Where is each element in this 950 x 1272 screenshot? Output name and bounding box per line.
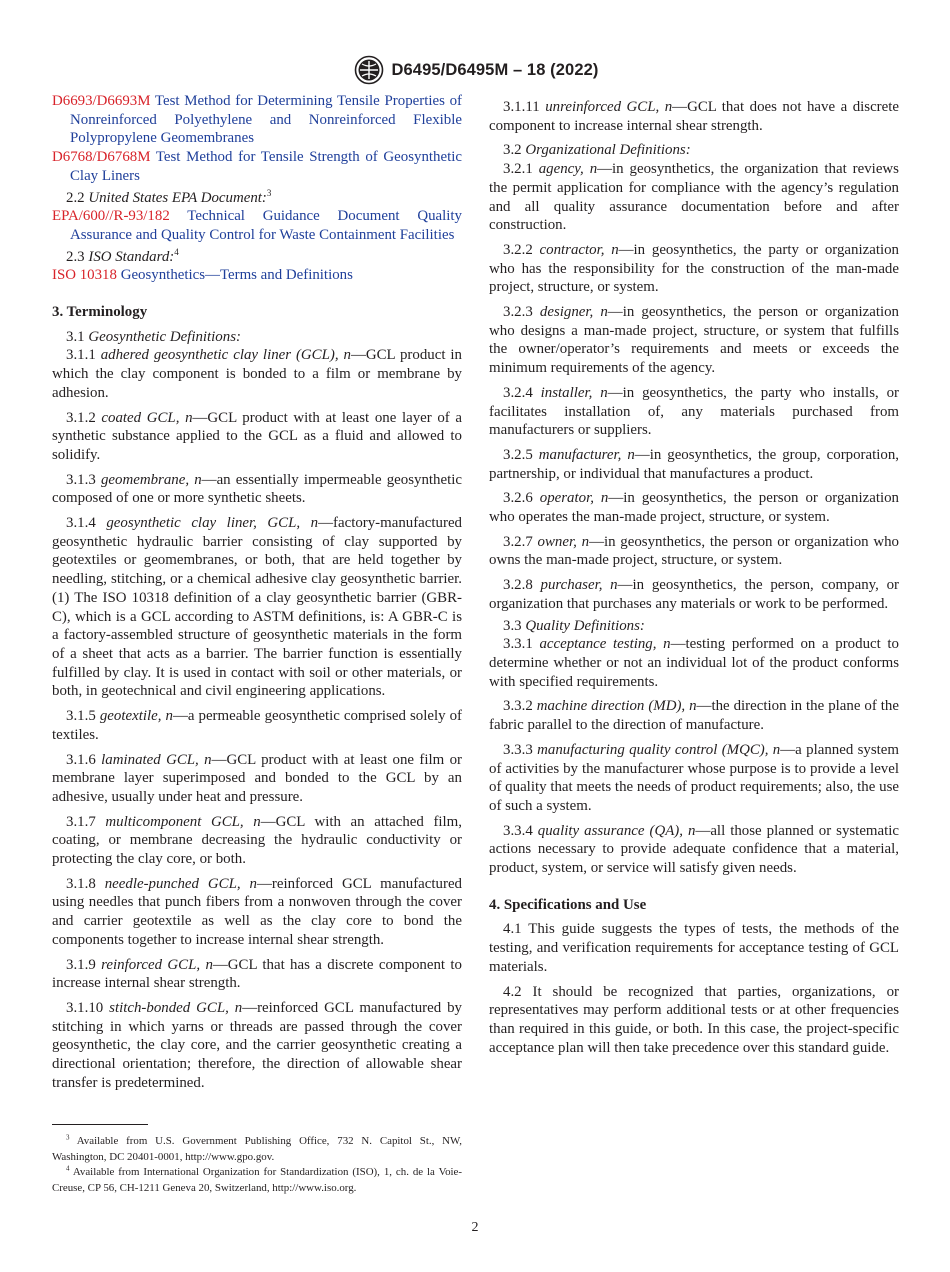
- page-number: 2: [471, 1220, 479, 1235]
- footnote-text: Available from U.S. Government Publishing Office, 732 N. Capitol St., NW, Washington, DC 20401-0001, http://www.gpo.gov.: [52, 1135, 463, 1163]
- definition-term: unreinforced GCL, n: [545, 99, 673, 115]
- definition-number: 3.3.4: [503, 822, 533, 839]
- definition-term: designer, n: [539, 304, 608, 321]
- definition-text: —GCL that does not have a discrete component to increase internal shear strength.: [489, 99, 899, 134]
- definition-text: —in geosynthetics, the party who installs, or facilitates installation of, any materials purchased from manufacturers or suppliers.: [489, 384, 899, 439]
- footnote-ref[interactable]: 4: [174, 246, 179, 257]
- definition-3-3-1: [489, 635, 899, 691]
- definition-text: —factory-manufactured geosynthetic hydraulic barrier consisting of clay supported by geotextiles or geomembranes, or both, that are held together by needling, stitching, or a chemical adhesive clay geosynthetic barrier. (1) The ISO 10318 definition of a clay geosynthetic barrier (GBR-C), which is a GCL according to ASTM definitions, is: A GBR-C is a factory-assembled structure of geosynthetic materials in the form of a sheet that acts as a barrier. The barrier function is essentially fulfilled by clay. It is used in contact with soil or other materials, or both, in geotechnical and civil engineering applications.: [52, 515, 462, 700]
- subsection-3-1: [52, 328, 462, 347]
- paragraph-4-2: 4.2 It should be recognized that parties, organizations, or representatives may perform additional tests or at other frequencies than required in this guide, or both. In this case, the project-specific acceptance plan will then take precedence over this standard guide.: [489, 983, 899, 1056]
- footnote-3: [52, 1134, 462, 1165]
- left-column: [52, 92, 463, 1091]
- reference-title[interactable]: Geosynthetics—Terms and Definitions: [120, 267, 353, 284]
- definition-3-3-4: [489, 822, 899, 878]
- definition-3-2-4: [489, 384, 899, 440]
- definition-term: machine direction (MD), n: [536, 698, 697, 715]
- definition-text: —in geosynthetics, the person or organization who owns the man-made project, structure, or system.: [489, 533, 899, 569]
- section-label: Quality Definitions:: [525, 617, 645, 634]
- section-label: ISO Standard:: [88, 248, 175, 265]
- definition-term: geosynthetic clay liner, GCL, n: [106, 515, 319, 532]
- definition-text: —testing performed on a product to determine whether or not an individual lot of the product conforms with specified requirements.: [489, 636, 899, 690]
- subsection-2-3: [52, 248, 462, 267]
- definition-number: 3.1.3: [66, 471, 96, 488]
- section-label: Geosynthetic Definitions:: [88, 328, 241, 345]
- right-column: [489, 92, 899, 1057]
- definition-number: 3.2.1: [503, 161, 533, 178]
- section-number: 2.3: [66, 248, 85, 265]
- definition-3-1-3: [52, 471, 462, 508]
- definition-number: 3.1.4: [66, 515, 96, 532]
- definition-term: quality assurance (QA), n: [537, 822, 696, 839]
- reference-code[interactable]: EPA/600//R-93/182: [52, 208, 170, 225]
- definition-number: 3.3.2: [503, 698, 533, 715]
- definition-text: —GCL with an attached film, coating, or membrane decreasing the hydraulic conductivity or protecting the clay core, or both.: [52, 813, 462, 868]
- definition-term: operator, n: [539, 490, 609, 507]
- definition-term: owner, n: [537, 533, 590, 550]
- definition-3-2-2: [489, 241, 899, 297]
- reference-iso: [52, 266, 462, 285]
- definition-text: —reinforced GCL manufactured using needles that punch fibers from a nonwoven through the cover and carrier geotextile as well as the clay core to bond the components together to increase internal shear strength.: [52, 875, 462, 948]
- footnote-marker: 4: [66, 1164, 70, 1173]
- section-label: United States EPA Document:: [88, 189, 267, 206]
- definition-3-3-2: [489, 697, 899, 734]
- footnotes: [52, 1134, 462, 1196]
- definition-term: installer, n: [540, 384, 608, 401]
- definition-term: manufacturer, n: [538, 446, 635, 463]
- definition-3-2-8: [489, 576, 899, 613]
- definition-number: 3.1.1: [66, 347, 96, 364]
- definition-text: —all those planned or systematic actions necessary to provide adequate confidence that a material, product, system, or service will satisfy given needs.: [489, 822, 900, 877]
- definition-term: geotextile, n: [99, 708, 173, 725]
- definition-term: contractor, n: [539, 241, 619, 258]
- footnote-text: Available from International Organization for Standardization (ISO), 1, ch. de la Voie-Creuse, CP 56, CH-1211 Geneva 20, Switzerland, http://www.iso.org.: [52, 1166, 463, 1194]
- definition-text: —GCL product with at least one layer of a synthetic substance applied to the GCL as a fluid and allowed to solidify.: [52, 409, 462, 463]
- section-number: 3.2: [503, 142, 522, 159]
- definition-number: 3.2.4: [503, 384, 533, 401]
- definition-text: —the direction in the plane of the fabric parallel to the direction of manufacture.: [489, 698, 899, 734]
- definition-3-1-6: [52, 751, 462, 807]
- section-label: Organizational Definitions:: [525, 142, 691, 159]
- definition-3-2-7: [489, 533, 899, 570]
- reference-code[interactable]: D6768/D6768M: [52, 149, 151, 166]
- footnote-divider: [52, 1124, 148, 1125]
- standard-designation: D6495/D6495M – 18 (2022): [391, 60, 599, 79]
- definition-number: 3.3.1: [503, 636, 533, 653]
- footnote-ref[interactable]: 3: [266, 187, 272, 198]
- definition-term: acceptance testing, n: [539, 636, 671, 653]
- definition-number: 3.2.6: [503, 490, 533, 507]
- definition-3-1-4: [52, 514, 462, 701]
- definition-text: —in geosynthetics, the person or organization who operates the man-made project, structure, or system.: [489, 490, 899, 526]
- definition-term: reinforced GCL, n: [101, 956, 213, 973]
- definition-text: —GCL that has a discrete component to increase internal shear strength.: [52, 956, 462, 992]
- footnote-marker: 3: [66, 1133, 70, 1142]
- definition-3-1-1: [52, 346, 462, 402]
- definition-term: laminated GCL, n: [101, 751, 212, 768]
- definition-3-1-5: [52, 707, 462, 744]
- definition-3-1-2: [52, 409, 462, 465]
- definition-text: —a permeable geosynthetic comprised solely of textiles.: [52, 708, 462, 743]
- definition-number: 3.2.5: [503, 446, 533, 463]
- page-header: [0, 52, 950, 88]
- definition-term: multicomponent GCL, n: [105, 813, 261, 830]
- definition-text: —in geosynthetics, the person, company, or organization that purchases any materials or work to be performed.: [489, 577, 899, 612]
- reference-code[interactable]: D6693/D6693M: [52, 93, 151, 109]
- reference-code[interactable]: ISO 10318: [52, 267, 117, 284]
- paragraph-4-1: 4.1 This guide suggests the types of tests, the methods of the testing, and verification requirements for acceptance testing of GCL materials.: [489, 921, 899, 975]
- definition-text: —in geosynthetics, the group, corporation, partnership, or individual that manufactures a product.: [489, 446, 900, 482]
- astm-logo-icon: [352, 55, 386, 85]
- definition-3-2-5: [489, 446, 899, 483]
- definition-term: agency, n: [538, 161, 598, 178]
- subsection-3-3: [489, 617, 899, 636]
- definition-term: manufacturing quality control (MQC), n: [537, 741, 781, 758]
- section-number: 2.2: [66, 189, 85, 206]
- definition-number: 3.2.8: [503, 577, 533, 594]
- section-heading-specifications: 4. Specifications and Use: [489, 896, 647, 913]
- definition-number: 3.1.10: [66, 999, 104, 1016]
- reference-d6693: [52, 92, 462, 148]
- reference-d6768: [52, 148, 462, 185]
- definition-number: 3.1.9: [66, 956, 96, 973]
- definition-number: 3.1.5: [66, 708, 96, 725]
- definition-3-1-8: [52, 875, 462, 950]
- definition-3-1-9: [52, 956, 462, 993]
- definition-number: 3.3.3: [503, 741, 533, 758]
- footnote-4: [52, 1165, 462, 1196]
- definition-text: —in geosynthetics, the person or organization who designs a man-made project, structure, or system that fulfills the owner/operator’s requirements and meets or exceeds the minimum requirements of the agency.: [489, 304, 899, 377]
- definition-3-2-1: [489, 160, 899, 235]
- definition-term: coated GCL, n: [101, 409, 193, 426]
- definition-3-2-6: [489, 489, 899, 526]
- definition-3-3-3: [489, 741, 899, 816]
- definition-number: 3.1.2: [66, 409, 96, 426]
- definition-number: 3.2.2: [503, 241, 533, 258]
- reference-epa: [52, 207, 462, 244]
- definition-number: 3.2.7: [503, 533, 533, 550]
- definition-text: —reinforced GCL manufactured by stitching in which yarns or threads are passed through the cover geosynthetic, the clay core, and the carrier geosynthetic creating a directional orientation; therefore, the direction of allowable shear transfer is predetermined.: [52, 999, 462, 1091]
- definition-number: 3.1.8: [66, 875, 96, 892]
- definition-number: 3.2.3: [503, 304, 533, 321]
- definition-term: stitch-bonded GCL, n: [109, 999, 243, 1016]
- subsection-3-2: [489, 141, 899, 160]
- definition-text: —GCL product in which the clay component is bonded to a film or membrane by adhesion.: [52, 347, 462, 401]
- definition-3-2-3: [489, 303, 899, 378]
- definition-number: 3.1.7: [66, 813, 96, 830]
- subsection-2-2: [52, 189, 462, 208]
- definition-3-1-7: [52, 813, 462, 869]
- section-number: 3.3: [503, 617, 522, 634]
- reference-title[interactable]: Technical Guidance Document Quality Assurance and Quality Control for Waste Containment Facilities: [70, 208, 462, 243]
- definition-term: purchaser, n: [540, 577, 618, 594]
- reference-title[interactable]: Test Method for Tensile Strength of Geosynthetic Clay Liners: [70, 149, 462, 184]
- definition-text: —in geosynthetics, the organization that reviews the permit application for compliance with the agency’s regulation and all quality assurance documentation before and after construction.: [489, 161, 899, 234]
- reference-title[interactable]: Test Method for Determining Tensile Properties of Nonreinforced Polyethylene and Nonreinforced Flexible Polypropylene Geomembranes: [70, 93, 462, 147]
- definition-text: —an essentially impermeable geosynthetic composed of one or more synthetic sheets.: [52, 471, 462, 507]
- definition-term: needle-punched GCL, n: [104, 875, 257, 892]
- definition-text: —a planned system of activities by the manufacturer whose purpose is to provide a level of quality that meets the needs of product requirements; also, the use of such a system.: [489, 741, 899, 814]
- definition-3-1-10: [52, 999, 462, 1091]
- definition-3-1-11: [489, 98, 899, 135]
- definition-term: adhered geosynthetic clay liner (GCL), n: [100, 347, 351, 364]
- section-heading-terminology: 3. Terminology: [52, 304, 148, 321]
- definition-number: 3.1.6: [66, 751, 96, 768]
- definition-term: geomembrane, n: [100, 471, 202, 488]
- definition-number: 3.1.11: [503, 99, 540, 115]
- section-number: 3.1: [66, 328, 85, 345]
- definition-text: —GCL product with at least one film or membrane layer superimposed and bonded to the GCL by an adhesive, usually under heat and pressure.: [52, 751, 463, 805]
- definition-text: —in geosynthetics, the party or organization who has the responsibility for the construction of the man-made project, structure, or system.: [489, 241, 899, 296]
